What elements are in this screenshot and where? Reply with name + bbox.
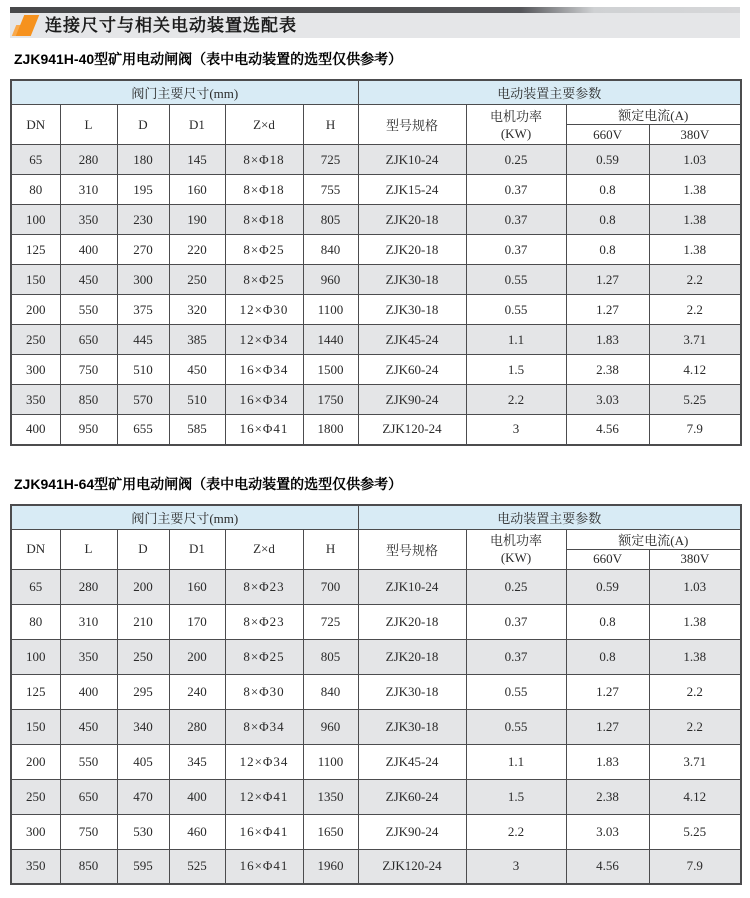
table-cell: 0.8: [566, 205, 649, 235]
motor-power-label: 电机功率: [490, 533, 543, 548]
col-header-660v: 660V: [566, 125, 649, 145]
table-cell: 2.2: [649, 674, 741, 709]
col-header-dn: DN: [11, 105, 60, 145]
table-cell: 755: [303, 175, 358, 205]
table-cell: 8×Φ25: [225, 235, 303, 265]
table-cell: 16×Φ41: [225, 415, 303, 445]
table-cell: 1.03: [649, 569, 741, 604]
table-cell: 8×Φ18: [225, 175, 303, 205]
col-header-h: H: [303, 529, 358, 569]
table-cell: 1.27: [566, 295, 649, 325]
table-cell: 1.38: [649, 639, 741, 674]
table-cell: 345: [169, 744, 225, 779]
table-cell: 1.38: [649, 235, 741, 265]
motor-power-label: 电机功率: [490, 108, 543, 124]
table-cell: 8×Φ25: [225, 639, 303, 674]
table-cell: 300: [11, 814, 60, 849]
table-cell: 0.55: [466, 295, 566, 325]
table-cell: 340: [117, 709, 169, 744]
table-cell: 840: [303, 674, 358, 709]
table-cell: 250: [11, 779, 60, 814]
page-title: 连接尺寸与相关电动装置选配表: [45, 16, 297, 35]
table-cell: 0.55: [466, 265, 566, 295]
section-title-note: （表中电动装置的选型仅供参考）: [192, 475, 403, 492]
table-cell: 5.25: [649, 814, 741, 849]
table-cell: 5.25: [649, 385, 741, 415]
col-header-l: L: [60, 105, 117, 145]
table-row: [11, 569, 741, 604]
table-cell: 0.37: [466, 205, 566, 235]
table-row: [11, 415, 741, 445]
table-cell: 1750: [303, 385, 358, 415]
table-row: [11, 639, 741, 674]
table-cell: ZJK60-24: [358, 779, 466, 814]
section-title-zjk941h-64: [14, 476, 740, 493]
table-cell: 310: [60, 175, 117, 205]
table-group-header-row: [11, 80, 741, 105]
table-cell: 0.8: [566, 175, 649, 205]
col-header-d: D: [117, 529, 169, 569]
table-row: [11, 295, 741, 325]
table-cell: 8×Φ18: [225, 145, 303, 175]
col-header-d1: D1: [169, 529, 225, 569]
table-row: [11, 145, 741, 175]
table-cell: 1.1: [466, 325, 566, 355]
col-header-660v: 660V: [566, 549, 649, 569]
table-cell: 280: [60, 145, 117, 175]
col-header-rated-current: 额定电流(A): [566, 529, 741, 549]
table-cell: 3.71: [649, 325, 741, 355]
table-cell: 8×Φ30: [225, 674, 303, 709]
table-cell: 1500: [303, 355, 358, 385]
table-cell: 0.59: [566, 145, 649, 175]
table-cell: 1100: [303, 295, 358, 325]
col-header-zxd: Z×d: [225, 529, 303, 569]
table-cell: 8×Φ23: [225, 604, 303, 639]
table-cell: 250: [169, 265, 225, 295]
table-row: [11, 779, 741, 814]
table-cell: 1.03: [649, 145, 741, 175]
table-cell: 1.83: [566, 325, 649, 355]
page: [0, 7, 750, 885]
table-cell: 2.2: [466, 814, 566, 849]
table-cell: 2.2: [466, 385, 566, 415]
table-cell: 1.27: [566, 674, 649, 709]
table-cell: 350: [60, 639, 117, 674]
table-cell: 375: [117, 295, 169, 325]
table-cell: 16×Φ34: [225, 385, 303, 415]
table-cell: 170: [169, 604, 225, 639]
table-cell: 200: [11, 295, 60, 325]
table-cell: 0.59: [566, 569, 649, 604]
table-cell: 450: [60, 265, 117, 295]
table-cell: 1100: [303, 744, 358, 779]
table-cell: ZJK20-18: [358, 235, 466, 265]
table-cell: 12×Φ41: [225, 779, 303, 814]
table-cell: 385: [169, 325, 225, 355]
col-header-motor-power: [466, 529, 566, 569]
table-row: [11, 385, 741, 415]
table-cell: 3.03: [566, 385, 649, 415]
table-cell: ZJK30-18: [358, 709, 466, 744]
table-cell: 65: [11, 569, 60, 604]
table-row: [11, 265, 741, 295]
section-title-note: （表中电动装置的选型仅供参考）: [192, 51, 403, 67]
table-cell: 1960: [303, 849, 358, 884]
table-cell: 1.5: [466, 355, 566, 385]
table-cell: 400: [60, 235, 117, 265]
table-cell: 80: [11, 604, 60, 639]
table-cell: 200: [117, 569, 169, 604]
table-body: [11, 569, 741, 884]
table-cell: 270: [117, 235, 169, 265]
table-cell: 750: [60, 355, 117, 385]
table-cell: 960: [303, 265, 358, 295]
table-cell: 400: [11, 415, 60, 445]
table-cell: 1.5: [466, 779, 566, 814]
table-column-header-row: [11, 105, 741, 125]
table-cell: 510: [117, 355, 169, 385]
table-cell: 840: [303, 235, 358, 265]
col-header-d1: D1: [169, 105, 225, 145]
table-cell: 3: [466, 415, 566, 445]
table-cell: 8×Φ18: [225, 205, 303, 235]
table-cell: ZJK20-18: [358, 205, 466, 235]
table-cell: 0.37: [466, 175, 566, 205]
table-cell: 12×Φ30: [225, 295, 303, 325]
table-cell: 570: [117, 385, 169, 415]
col-header-d: D: [117, 105, 169, 145]
table-cell: 350: [11, 385, 60, 415]
table-cell: ZJK30-18: [358, 265, 466, 295]
table-cell: 0.37: [466, 639, 566, 674]
table-cell: 1.38: [649, 205, 741, 235]
table-cell: 460: [169, 814, 225, 849]
table-cell: 4.56: [566, 849, 649, 884]
table-cell: ZJK10-24: [358, 145, 466, 175]
motor-power-unit: (KW): [500, 125, 532, 141]
table-cell: ZJK60-24: [358, 355, 466, 385]
section-title-model: ZJK941H-64型矿用电动闸阀: [14, 475, 193, 492]
group-header-valve-dimensions: 阀门主要尺寸(mm): [11, 80, 358, 105]
table-row: [11, 355, 741, 385]
table-cell: ZJK30-18: [358, 674, 466, 709]
table-cell: 400: [169, 779, 225, 814]
table-cell: ZJK120-24: [358, 849, 466, 884]
table-cell: 400: [60, 674, 117, 709]
table-cell: 125: [11, 674, 60, 709]
table-cell: ZJK20-18: [358, 639, 466, 674]
table-cell: 200: [11, 744, 60, 779]
table-cell: 145: [169, 145, 225, 175]
table-cell: 450: [60, 709, 117, 744]
table-cell: 310: [60, 604, 117, 639]
table-cell: 1.83: [566, 744, 649, 779]
section-title-model: ZJK941H-40型矿用电动闸阀: [14, 51, 193, 67]
col-header-380v: 380V: [649, 549, 741, 569]
table-cell: ZJK90-24: [358, 814, 466, 849]
table-cell: 280: [169, 709, 225, 744]
col-header-model: 型号规格: [358, 105, 466, 145]
table-cell: ZJK120-24: [358, 415, 466, 445]
table-cell: 350: [11, 849, 60, 884]
table-cell: 295: [117, 674, 169, 709]
table-cell: 725: [303, 604, 358, 639]
table-row: [11, 674, 741, 709]
table-cell: 2.38: [566, 355, 649, 385]
table-cell: 1.38: [649, 604, 741, 639]
table-cell: 805: [303, 639, 358, 674]
motor-power-unit: (KW): [500, 550, 532, 565]
table-cell: 1.38: [649, 175, 741, 205]
table-cell: 3.03: [566, 814, 649, 849]
table-cell: 530: [117, 814, 169, 849]
table-cell: 8×Φ34: [225, 709, 303, 744]
col-header-rated-current: 额定电流(A): [566, 105, 741, 125]
spec-table-zjk941h-64: [10, 504, 742, 886]
table-cell: 16×Φ34: [225, 355, 303, 385]
table-cell: 585: [169, 415, 225, 445]
table-cell: 190: [169, 205, 225, 235]
table-cell: 2.2: [649, 295, 741, 325]
section-title-zjk941h-40: [14, 51, 740, 68]
table-cell: 0.25: [466, 569, 566, 604]
table-cell: 750: [60, 814, 117, 849]
table-cell: 65: [11, 145, 60, 175]
table-cell: 300: [117, 265, 169, 295]
table-cell: 470: [117, 779, 169, 814]
spec-table-zjk941h-40: [10, 79, 742, 446]
table-cell: 1.1: [466, 744, 566, 779]
table-cell: 550: [60, 744, 117, 779]
table-cell: ZJK90-24: [358, 385, 466, 415]
table-cell: 210: [117, 604, 169, 639]
group-header-actuator-params: 电动装置主要参数: [358, 80, 741, 105]
table-cell: 405: [117, 744, 169, 779]
group-header-valve-dimensions: 阀门主要尺寸(mm): [11, 505, 358, 530]
table-cell: 16×Φ41: [225, 814, 303, 849]
table-cell: 12×Φ34: [225, 744, 303, 779]
table-cell: 80: [11, 175, 60, 205]
table-row: [11, 175, 741, 205]
table-cell: 1.27: [566, 265, 649, 295]
table-cell: 3.71: [649, 744, 741, 779]
table-cell: 1.27: [566, 709, 649, 744]
table-cell: 125: [11, 235, 60, 265]
table-cell: 100: [11, 639, 60, 674]
table-cell: 4.12: [649, 355, 741, 385]
page-title-band: [10, 13, 740, 38]
table-row: [11, 744, 741, 779]
table-cell: ZJK20-18: [358, 604, 466, 639]
table-cell: 320: [169, 295, 225, 325]
table-cell: 200: [169, 639, 225, 674]
table-cell: 3: [466, 849, 566, 884]
table-cell: 1440: [303, 325, 358, 355]
table-cell: 445: [117, 325, 169, 355]
table-cell: 0.8: [566, 235, 649, 265]
table-row: [11, 814, 741, 849]
table-cell: 280: [60, 569, 117, 604]
table-cell: 0.37: [466, 604, 566, 639]
orange-flag-icon-body: [16, 15, 39, 36]
table-row: [11, 604, 741, 639]
table-cell: 525: [169, 849, 225, 884]
table-cell: 12×Φ34: [225, 325, 303, 355]
table-cell: 160: [169, 569, 225, 604]
group-header-actuator-params: 电动装置主要参数: [358, 505, 741, 530]
table-cell: 250: [117, 639, 169, 674]
table-cell: 700: [303, 569, 358, 604]
table-cell: 0.8: [566, 604, 649, 639]
orange-flag-icon: [13, 15, 37, 36]
table-cell: 510: [169, 385, 225, 415]
table-cell: 650: [60, 325, 117, 355]
table-cell: ZJK15-24: [358, 175, 466, 205]
table-cell: 950: [60, 415, 117, 445]
table-cell: 850: [60, 385, 117, 415]
table-cell: 960: [303, 709, 358, 744]
table-cell: 7.9: [649, 849, 741, 884]
table-cell: 180: [117, 145, 169, 175]
table-cell: 350: [60, 205, 117, 235]
table-cell: 2.2: [649, 709, 741, 744]
table-cell: 2.2: [649, 265, 741, 295]
col-header-h: H: [303, 105, 358, 145]
table-cell: ZJK45-24: [358, 325, 466, 355]
table-cell: 0.8: [566, 639, 649, 674]
table-cell: 4.12: [649, 779, 741, 814]
table-row: [11, 849, 741, 884]
table-cell: 8×Φ23: [225, 569, 303, 604]
table-cell: 650: [60, 779, 117, 814]
col-header-dn: DN: [11, 529, 60, 569]
table-cell: 230: [117, 205, 169, 235]
table-cell: 1650: [303, 814, 358, 849]
table-cell: 220: [169, 235, 225, 265]
table-cell: 0.55: [466, 674, 566, 709]
table-row: [11, 235, 741, 265]
table-cell: 1350: [303, 779, 358, 814]
col-header-motor-power: [466, 105, 566, 145]
table-cell: 595: [117, 849, 169, 884]
table-cell: 805: [303, 205, 358, 235]
table-cell: 2.38: [566, 779, 649, 814]
table-cell: 160: [169, 175, 225, 205]
table-cell: 250: [11, 325, 60, 355]
table-cell: 0.55: [466, 709, 566, 744]
col-header-model: 型号规格: [358, 529, 466, 569]
table-row: [11, 709, 741, 744]
table-column-header-row: [11, 529, 741, 549]
table-cell: ZJK45-24: [358, 744, 466, 779]
table-cell: 725: [303, 145, 358, 175]
table-cell: 16×Φ41: [225, 849, 303, 884]
table-cell: 8×Φ25: [225, 265, 303, 295]
col-header-380v: 380V: [649, 125, 741, 145]
col-header-l: L: [60, 529, 117, 569]
table-cell: 7.9: [649, 415, 741, 445]
table-group-header-row: [11, 505, 741, 530]
table-cell: 1800: [303, 415, 358, 445]
table-cell: 550: [60, 295, 117, 325]
table-row: [11, 205, 741, 235]
table-cell: ZJK10-24: [358, 569, 466, 604]
table-cell: 150: [11, 709, 60, 744]
table-cell: 240: [169, 674, 225, 709]
table-cell: 0.37: [466, 235, 566, 265]
table-row: [11, 325, 741, 355]
table-cell: 300: [11, 355, 60, 385]
table-cell: 0.25: [466, 145, 566, 175]
table-cell: 850: [60, 849, 117, 884]
table-body: [11, 145, 741, 445]
table-cell: 195: [117, 175, 169, 205]
table-cell: ZJK30-18: [358, 295, 466, 325]
table-cell: 450: [169, 355, 225, 385]
col-header-zxd: Z×d: [225, 105, 303, 145]
table-cell: 150: [11, 265, 60, 295]
table-cell: 4.56: [566, 415, 649, 445]
table-cell: 100: [11, 205, 60, 235]
table-cell: 655: [117, 415, 169, 445]
